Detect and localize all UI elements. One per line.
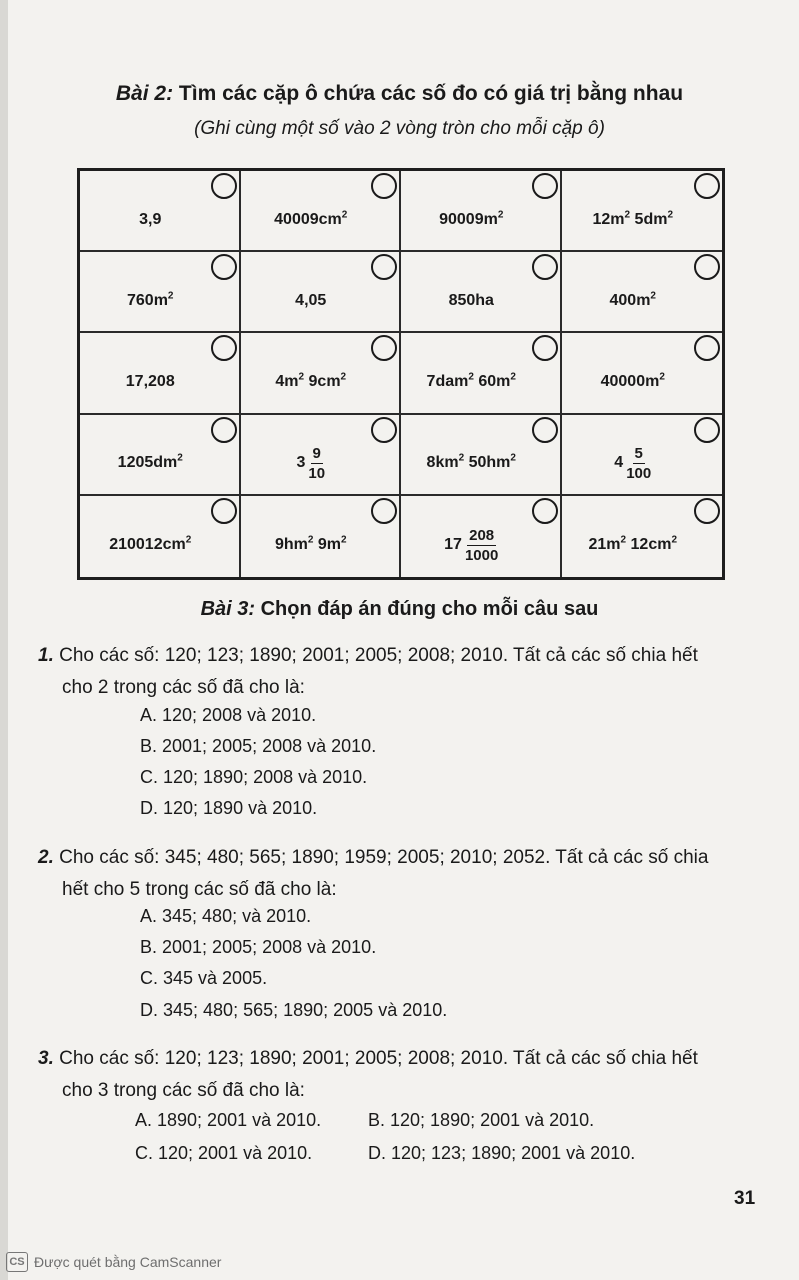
cell-value: $400m^2$	[609, 290, 656, 309]
grid-cell	[80, 333, 241, 414]
cell-value: $40000m^2$	[600, 371, 665, 390]
cell-value: $210012cm^2$	[109, 535, 192, 554]
question-1	[38, 640, 768, 704]
exercise-2-label: Bài 2:	[115, 82, 174, 105]
q1-option-d[interactable]: D. 120; 1890 và 2010.	[140, 798, 318, 818]
grid-cell	[401, 415, 562, 496]
cell-value: $760m^2$	[127, 290, 174, 309]
cell-value: $1205dm^2$	[117, 452, 183, 472]
grid-cell	[562, 252, 723, 333]
answer-circle[interactable]	[371, 335, 397, 361]
question-text: Cho các số: 345; 480; 565; 1890; 1959; 2005; 2010; 2052. Tất cả các số chia	[59, 847, 709, 868]
camscanner-icon: CS	[6, 1252, 28, 1272]
answer-circle[interactable]	[532, 254, 558, 280]
grid-cell	[241, 496, 402, 577]
cell-value: $8km^2$ $50hm^2$	[426, 452, 516, 472]
grid-cell	[562, 333, 723, 414]
answer-circle[interactable]	[532, 173, 558, 199]
answer-circle[interactable]	[532, 417, 558, 443]
cell-value: 850ha	[448, 291, 494, 309]
grid-cell	[241, 415, 402, 496]
cell-value: 17,208	[125, 372, 175, 390]
answer-circle[interactable]	[371, 173, 397, 199]
cell-value: 7dam$^2$ $60m^2$	[426, 371, 516, 390]
answer-circle[interactable]	[532, 335, 558, 361]
answer-circle[interactable]	[371, 254, 397, 280]
grid-cell	[241, 333, 402, 414]
grid-cell	[562, 415, 723, 496]
grid-cell	[80, 496, 241, 577]
question-2	[38, 842, 768, 906]
cell-value: $40009cm^2$	[274, 209, 348, 228]
question-text: Cho các số: 120; 123; 1890; 2001; 2005; 2008; 2010. Tất cả các số chia hết	[59, 1048, 698, 1069]
grid-cell	[562, 171, 723, 252]
exercise-2-subtitle: (Ghi cùng một số vào 2 vòng tròn cho mỗi cặp ô)	[194, 118, 605, 139]
q2-option-b[interactable]: B. 2001; 2005; 2008 và 2010.	[140, 937, 377, 957]
grid-cell	[401, 252, 562, 333]
page-number: 31	[734, 1188, 756, 1209]
q1-option-b[interactable]: B. 2001; 2005; 2008 và 2010.	[140, 736, 377, 756]
cell-value: 4,05	[295, 291, 327, 309]
answer-circle[interactable]	[532, 498, 558, 524]
answer-circle[interactable]	[694, 173, 720, 199]
cell-value: 3,9	[139, 210, 162, 228]
grid-cell	[241, 171, 402, 252]
scanner-watermark	[6, 1252, 221, 1272]
exercise-3-title	[0, 598, 799, 621]
q3-option-d[interactable]: D. 120; 123; 1890; 2001 và 2010.	[368, 1143, 636, 1163]
cell-value: $21m^2$ $12cm^2$	[588, 535, 678, 554]
cell-value: $9hm^2$ $9m^2$	[274, 535, 347, 554]
exercise-2-heading: Tìm các cặp ô chứa các số đo có giá trị bằng nhau	[178, 82, 684, 105]
q2-option-d[interactable]: D. 345; 480; 565; 1890; 2005 và 2010.	[140, 1000, 448, 1020]
question-text-cont: hết cho 5 trong các số đã cho là:	[62, 879, 337, 900]
grid-cell	[401, 171, 562, 252]
question-text: Cho các số: 120; 123; 1890; 2001; 2005; 2008; 2010. Tất cả các số chia hết	[59, 645, 698, 666]
q2-option-a[interactable]: A. 345; 480; và 2010.	[140, 906, 312, 926]
matching-grid	[77, 168, 725, 580]
answer-circle[interactable]	[211, 173, 237, 199]
cell-value: $4m^2$ $9cm^2$	[275, 371, 347, 390]
question-3	[38, 1043, 768, 1107]
question-text-cont: cho 3 trong các số đã cho là:	[62, 1080, 305, 1101]
question-text-cont: cho 2 trong các số đã cho là:	[62, 677, 305, 698]
grid-cell	[80, 415, 241, 496]
q3-option-c[interactable]: C. 120; 2001 và 2010.	[135, 1143, 313, 1163]
answer-circle[interactable]	[211, 335, 237, 361]
cell-value: $90009m^2$	[439, 209, 504, 228]
q1-option-c[interactable]: C. 120; 1890; 2008 và 2010.	[140, 767, 368, 787]
grid-cell	[80, 252, 241, 333]
question-number: 2.	[38, 847, 54, 868]
grid-cell	[401, 496, 562, 577]
cell-value: $12m^2$ $5dm^2$	[592, 209, 673, 228]
answer-circle[interactable]	[694, 335, 720, 361]
exercise-2-title	[0, 82, 799, 106]
answer-circle[interactable]	[211, 417, 237, 443]
q2-option-c[interactable]: C. 345 và 2005.	[140, 968, 268, 988]
answer-circle[interactable]	[371, 417, 397, 443]
q3-option-a[interactable]: A. 1890; 2001 và 2010.	[135, 1110, 322, 1130]
answer-circle[interactable]	[694, 417, 720, 443]
grid-cell	[80, 171, 241, 252]
cell-value: 17 $\frac{208}{1000}$	[444, 526, 499, 564]
question-number: 3.	[38, 1048, 54, 1069]
grid-cell	[241, 252, 402, 333]
exercise-3-heading: Chọn đáp án đúng cho mỗi câu sau	[260, 598, 599, 620]
page-edge	[0, 0, 8, 1280]
question-number: 1.	[38, 645, 54, 666]
grid-cell	[401, 333, 562, 414]
q1-option-a[interactable]: A. 120; 2008 và 2010.	[140, 705, 317, 725]
answer-circle[interactable]	[371, 498, 397, 524]
answer-circle[interactable]	[211, 254, 237, 280]
exercise-3-label: Bài 3:	[200, 598, 256, 620]
grid-cell	[562, 496, 723, 577]
cell-value: 4 $\frac{5}{100}$	[614, 444, 652, 482]
answer-circle[interactable]	[694, 498, 720, 524]
answer-circle[interactable]	[211, 498, 237, 524]
answer-circle[interactable]	[694, 254, 720, 280]
cell-value: 3 $\frac{9}{10}$	[296, 444, 326, 482]
q3-option-b[interactable]: B. 120; 1890; 2001 và 2010.	[368, 1110, 595, 1130]
watermark-text: Được quét bằng CamScanner	[34, 1254, 222, 1270]
